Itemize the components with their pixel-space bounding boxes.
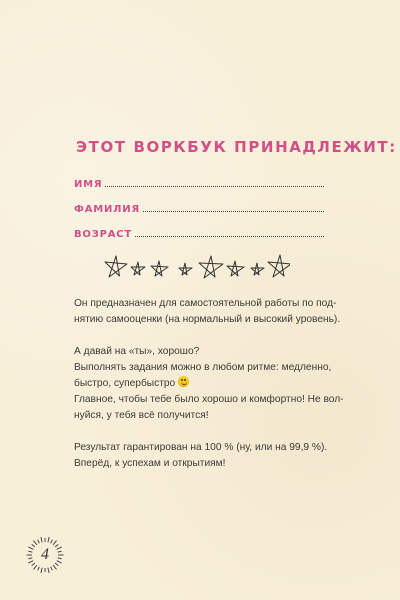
text-line: Выполнять задания можно в любом ритме: медленно, — [74, 362, 332, 373]
surname-field-line[interactable] — [143, 211, 324, 212]
star-icon — [131, 262, 145, 275]
text-line: нуйся, у тебя всё получится! — [74, 410, 209, 421]
page-number: 4 — [41, 546, 49, 563]
text-line: Он предназначен для самостоятельной работы по под- — [74, 298, 337, 309]
age-field-line[interactable] — [135, 236, 324, 237]
paragraph-greeting — [74, 344, 344, 424]
page-title: ЭТОТ ВОРКБУК ПРИНАДЛЕЖИТ: — [76, 138, 397, 156]
name-field[interactable] — [74, 176, 324, 190]
age-field-label: ВОЗРАСТ — [74, 229, 133, 240]
star-icon — [151, 261, 168, 276]
text-line: Вперёд, к успехам и открытиям! — [74, 458, 226, 469]
star-row — [100, 252, 290, 282]
paragraph-result — [74, 440, 336, 472]
text-line: нятию самооценки (на нормальный и высокий уровень). — [74, 314, 341, 325]
star-icon — [105, 256, 127, 277]
name-field-line[interactable] — [105, 186, 324, 187]
star-icon — [179, 263, 192, 275]
name-field-label: ИМЯ — [74, 179, 103, 190]
star-row-drawing — [100, 252, 290, 282]
page-number-badge — [26, 536, 64, 574]
star-icon — [251, 263, 264, 275]
intro-text — [74, 296, 344, 488]
text-line: Главное, чтобы тебе было хорошо и комфортно! Не вол- — [74, 394, 344, 405]
text-line: А давай на «ты», хорошо? — [74, 346, 200, 357]
smiley-face-icon — [178, 376, 189, 387]
age-field[interactable] — [74, 226, 324, 240]
surname-field-label: ФАМИЛИЯ — [74, 204, 140, 215]
surname-field[interactable] — [74, 201, 324, 215]
star-icon — [268, 255, 290, 277]
text-line: быстро, супербыстро — [74, 378, 176, 389]
text-line-with-smiley — [74, 376, 336, 392]
paragraph-purpose — [74, 296, 341, 328]
star-icon — [227, 261, 244, 276]
text-line: Результат гарантирован на 100 % (ну, или на 99,9 %). — [74, 442, 328, 453]
star-icon — [199, 256, 223, 278]
